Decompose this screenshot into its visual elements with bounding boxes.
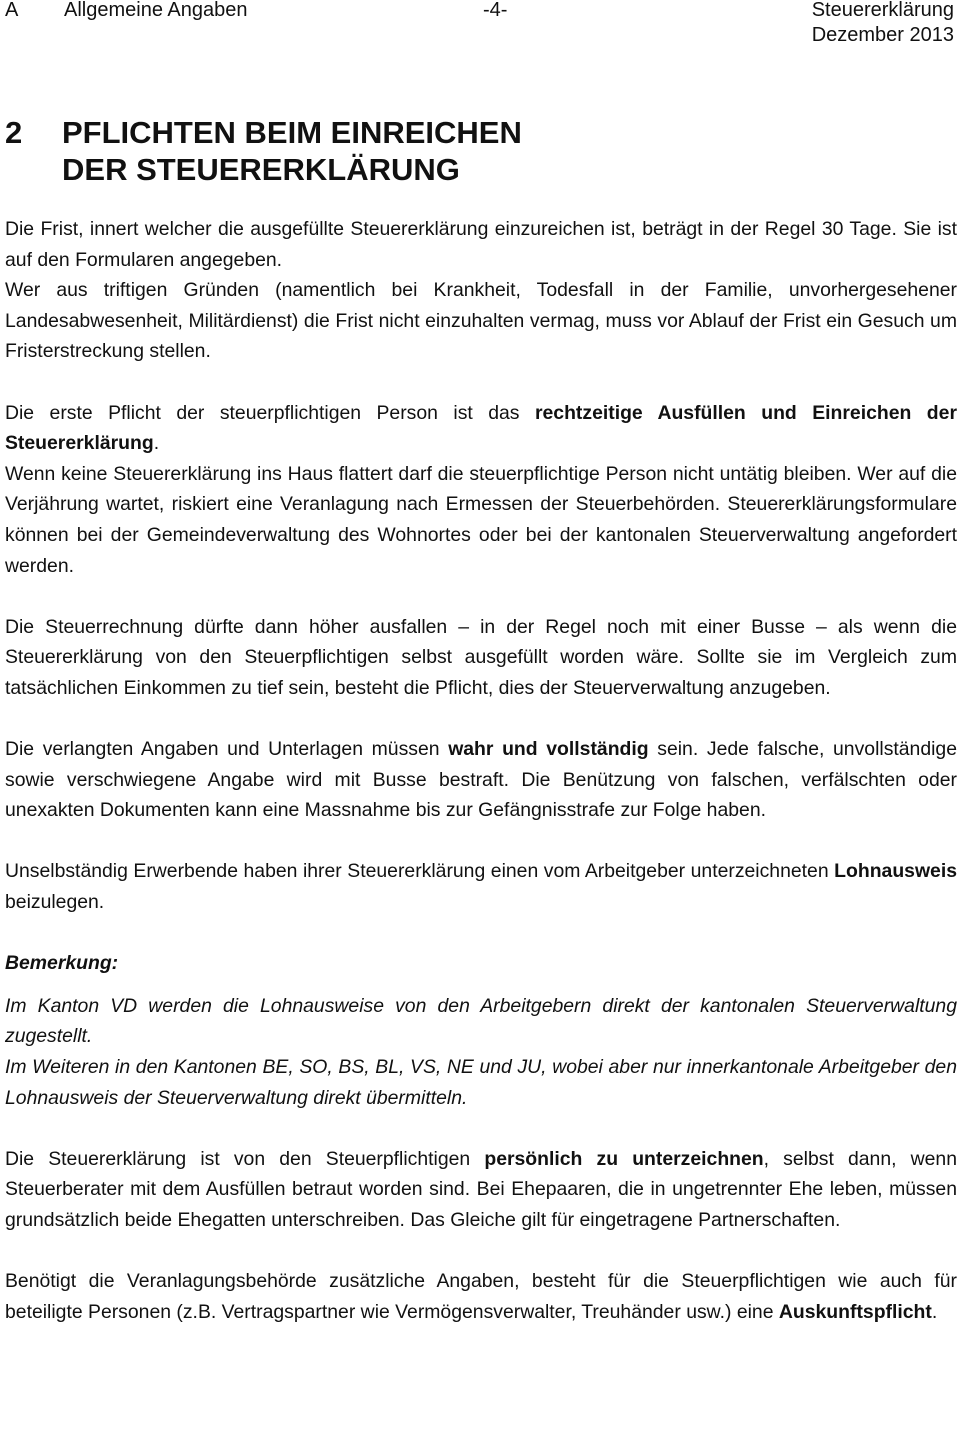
paragraph-segment bbox=[5, 398, 957, 459]
text-run: . bbox=[153, 432, 160, 455]
header-page-number: -4- bbox=[483, 0, 508, 21]
bold-text: wahr und vollständig bbox=[448, 738, 649, 761]
chapter-title-line1: PFLICHTEN BEIM EINREICHEN bbox=[62, 115, 522, 150]
paragraph-segment bbox=[5, 991, 957, 1052]
header-date: Dezember 2013 bbox=[811, 24, 954, 46]
bold-text: rechtzeitige Ausfüllen und Einreichen der Steuererklärung bbox=[5, 401, 957, 455]
paragraph bbox=[5, 856, 957, 917]
text-run: beizulegen. bbox=[5, 891, 105, 914]
text-run: Im Weiteren in den Kantonen BE, SO, BS, BL, VS, NE und JU, wobei aber nur innerkantonale Arbeitgeber den Lohnausweis der Steuerverwaltung direkt übermitteln. bbox=[5, 1056, 957, 1109]
paragraph-segment bbox=[5, 1052, 957, 1113]
text-run: Benötigt die Veranlagungsbehörde zusätzliche Angaben, besteht für die Steuerpflichtigen wie auch für beteiligte Personen (z.B. Vertragspartner wie Vermögensverwalter, Treuhänder usw.) eine bbox=[5, 1270, 957, 1323]
text-run: . bbox=[931, 1300, 938, 1323]
document-body bbox=[5, 214, 957, 1358]
paragraph-segment bbox=[5, 275, 957, 367]
paragraph bbox=[5, 214, 957, 367]
paragraph-segment bbox=[5, 612, 957, 704]
text-run: Wenn keine Steuererklärung ins Haus flattert darf die steuerpflichtige Person nicht untätig bleiben. Wer auf die Verjährung wartet, riskiert eine Veranlagung nach Ermessen der Steuerbehörden. Steuererklärungsformulare können bei der Gemeindeverwaltung des Wohnortes oder bei der kantonalen Steuerverwaltung angefordert werden. bbox=[5, 462, 957, 577]
paragraph bbox=[5, 1144, 957, 1236]
text-run: Die Steuerrechnung dürfte dann höher ausfallen – in der Regel noch mit einer Busse – als wenn die Steuererklärung von den Steuerpflichtigen selbst ausgefüllt worden wäre. Sollte sie im Vergleich zum tatsächlichen Einkommen zu tief sein, besteht die Pflicht, dies der Steuerverwaltung anzugeben. bbox=[5, 615, 957, 699]
paragraph-segment bbox=[5, 1266, 957, 1327]
bold-text: Auskunftspflicht bbox=[778, 1300, 932, 1323]
chapter-title-line2: DER STEUERERKLÄRUNG bbox=[62, 152, 460, 187]
header-doc-title: Steuererklärung bbox=[811, 0, 954, 21]
paragraph bbox=[5, 734, 957, 826]
paragraph bbox=[5, 1266, 957, 1327]
remark-paragraph bbox=[5, 991, 957, 1113]
paragraph-segment bbox=[5, 214, 957, 275]
text-run: Die Steuererklärung ist von den Steuerpflichtigen bbox=[5, 1147, 485, 1170]
text-run: , selbst dann, wenn Steuerberater mit dem Ausfüllen betraut worden sind. Bei Ehepaaren, die in ungetrennter Ehe leben, müssen grundsätzlich beide Ehegatten unterschreiben. Das Gleiche gilt für eingetragene Partnerschaften. bbox=[5, 1147, 957, 1231]
header-section-letter: A bbox=[5, 0, 19, 21]
text-run: Unselbständig Erwerbende haben ihrer Steuererklärung einen vom Arbeitgeber unterzeichneten bbox=[5, 860, 835, 883]
text-run: sein. Jede falsche, unvollständige sowie verschwiegene Angabe wird mit Busse bestraft. Die Benützung von falschen, verfälschten oder unexakten Dokumenten kann eine Massnahme bis zur Gefängnisstrafe zur Folge haben. bbox=[5, 738, 958, 822]
bold-text: persönlich zu unterzeichnen bbox=[484, 1147, 764, 1170]
paragraph bbox=[5, 398, 957, 582]
paragraph-segment bbox=[5, 734, 957, 826]
paragraph-segment bbox=[5, 1144, 957, 1236]
paragraph-segment bbox=[5, 856, 957, 917]
header-section-title: Allgemeine Angaben bbox=[64, 0, 248, 21]
text-run: Die Frist, innert welcher die ausgefüllte Steuererklärung einzureichen ist, beträgt in der Regel 30 Tage. Sie ist auf den Formularen angegeben. bbox=[5, 218, 957, 271]
paragraph-segment bbox=[5, 459, 957, 581]
bold-text: Lohnausweis bbox=[834, 860, 957, 883]
paragraph bbox=[5, 612, 957, 704]
text-run: Wer aus triftigen Gründen (namentlich bei Krankheit, Todesfall in der Familie, unvorhergesehener Landesabwesenheit, Militärdienst) die Frist nicht einzuhalten vermag, muss vor Ablauf der Frist ein Gesuch um Fristerstreckung stellen. bbox=[5, 279, 957, 363]
remark-label: Bemerkung: bbox=[5, 952, 119, 975]
text-run: Die erste Pflicht der steuerpflichtigen Person ist das bbox=[5, 401, 535, 424]
chapter-number: 2 bbox=[5, 115, 23, 150]
text-run: Im Kanton VD werden die Lohnausweise von den Arbeitgebern direkt der kantonalen Steuerverwaltung zugestellt. bbox=[5, 994, 957, 1048]
text-run: Die verlangten Angaben und Unterlagen müssen bbox=[5, 738, 449, 761]
chapter-title bbox=[5, 114, 522, 188]
